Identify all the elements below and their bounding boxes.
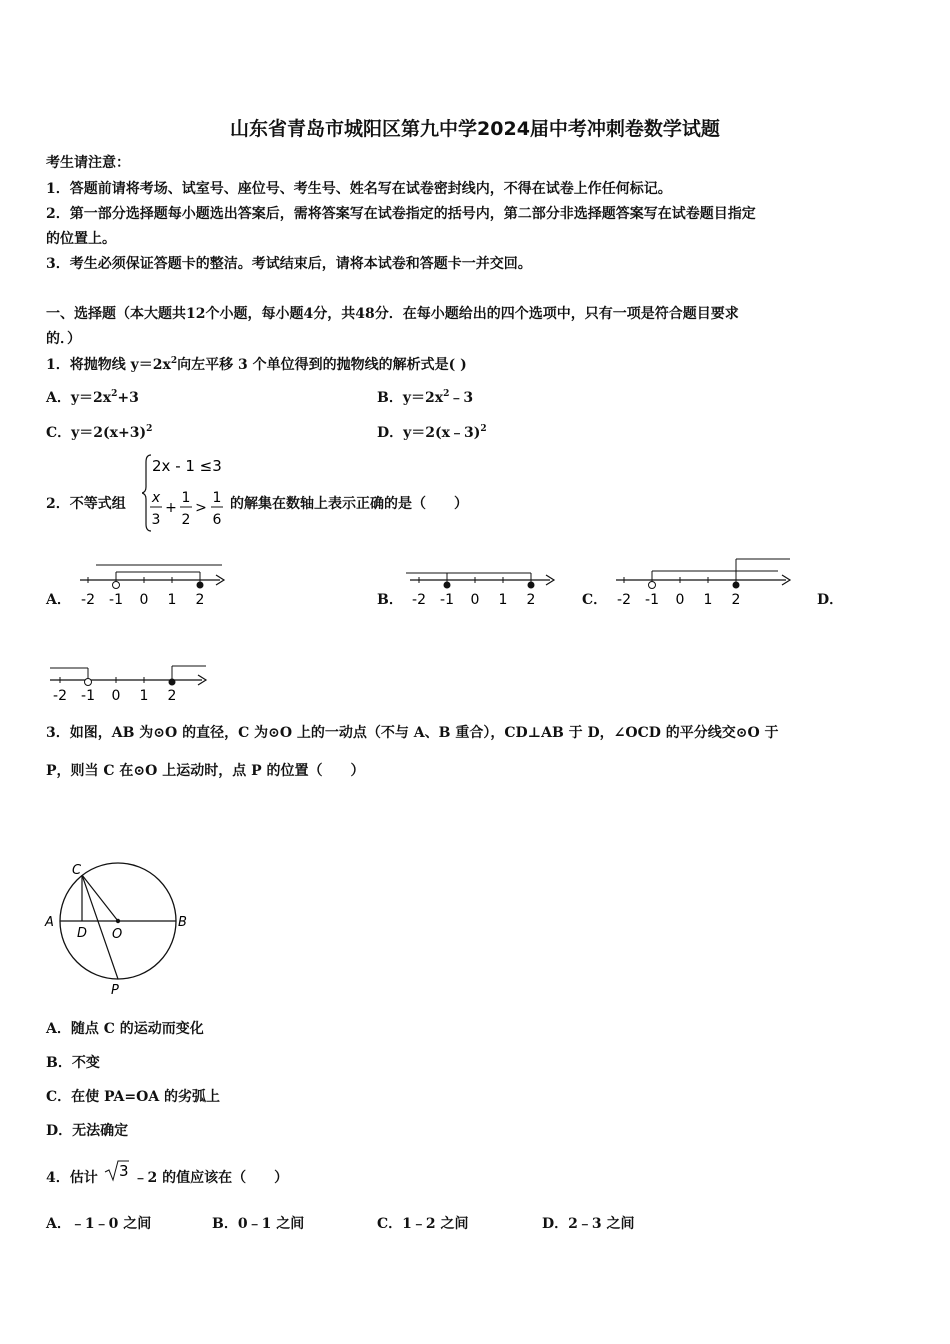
open-dot (649, 582, 656, 589)
number-line-c[interactable] (608, 556, 796, 610)
svg-text:-2: -2 (412, 592, 426, 608)
q3-option-a[interactable]: A．随点 C 的运动而变化 (46, 1021, 204, 1037)
question-2-stem-post: 的解集在数轴上表示正确的是（ ） (230, 496, 468, 512)
svg-text:0: 0 (675, 592, 685, 608)
svg-text:-2: -2 (53, 688, 67, 704)
svg-text:-1: -1 (109, 592, 123, 608)
center-dot (116, 919, 120, 923)
svg-text:3: 3 (118, 1162, 129, 1180)
q3-option-c[interactable]: C．在使 PA=OA 的劣弧上 (46, 1089, 221, 1105)
q4-option-d[interactable]: D．2﹣3 之间 (542, 1216, 635, 1232)
frac1-den: 3 (151, 512, 161, 528)
svg-text:1: 1 (139, 688, 149, 704)
question-4-stem: 4．估计 3 ﹣2 的值应该在（ ） (46, 1167, 288, 1187)
q1-option-c[interactable]: C．$y=2(x+3)^2$ (46, 424, 153, 441)
section-heading-cont: 的．） (46, 331, 81, 347)
gt-sign: > (195, 500, 207, 516)
segment-co (82, 875, 118, 921)
section-heading: 一、选择题（本大题共12个小题，每小题4分，共48分．在每小题给出的四个选项中，只有一项是符合题目要求 (46, 306, 739, 322)
label-o: O (112, 927, 123, 942)
q3-option-b[interactable]: B．不变 (46, 1055, 100, 1071)
svg-text:2: 2 (526, 592, 536, 608)
label-p: P (111, 983, 119, 998)
label-c: C (72, 863, 82, 878)
q2-option-a-label[interactable]: A． (46, 592, 71, 608)
inequality-system (142, 452, 230, 534)
label-d: D (77, 926, 88, 941)
svg-text:1: 1 (498, 592, 508, 608)
sqrt-icon (103, 1158, 129, 1184)
notice-item: 3．考生必须保证答题卡的整洁。考试结束后，请将本试卷和答题卡一并交回。 (46, 256, 532, 272)
closed-dot (169, 679, 176, 686)
svg-text:0: 0 (470, 592, 480, 608)
question-1-stem: 1．将抛物线 $y=2x^2$向左平移 3 个单位得到的抛物线的解析式是( ) (46, 356, 467, 373)
brace-icon (142, 455, 151, 531)
q3-option-d[interactable]: D．无法确定 (46, 1123, 129, 1139)
svg-text:2: 2 (195, 592, 205, 608)
svg-text:2: 2 (167, 688, 177, 704)
q4-option-b[interactable]: B．0﹣1 之间 (212, 1216, 305, 1232)
closed-dot (733, 582, 740, 589)
svg-text:0: 0 (111, 688, 121, 704)
frac3-num: 1 (212, 490, 222, 506)
notice-item: 1．答题前请将考场、试室号、座位号、考生号、姓名写在试卷密封线内，不得在试卷上作任何标记。 (46, 181, 672, 197)
notice-item: 的位置上。 (46, 231, 116, 247)
question-3-stem: 3．如图，AB 为⊙O 的直径，C 为⊙O 上的一动点（不与 A、B 重合），CD⊥AB 于 D，∠OCD 的平分线交⊙O 于 (46, 725, 779, 741)
open-dot (85, 679, 92, 686)
inequality-1: 2x - 1 ≤3 (152, 457, 222, 475)
frac2-num: 1 (181, 490, 191, 506)
q1-option-a[interactable]: A．$y=2x^2+3$ (46, 389, 139, 406)
svg-text:1: 1 (167, 592, 177, 608)
closed-dot (528, 582, 535, 589)
question-3-stem-cont: P，则当 C 在⊙O 上运动时，点 P 的位置（ ） (46, 763, 365, 779)
notice-item: 2．第一部分选择题每小题选出答案后，需将答案写在试卷指定的括号内，第二部分非选择题答案写在试卷题目指定 (46, 206, 756, 222)
q1-option-b[interactable]: B．$y=2x^2﹣3$ (377, 389, 474, 406)
svg-text:-1: -1 (645, 592, 659, 608)
number-line-d[interactable] (46, 660, 210, 706)
frac2-den: 2 (181, 512, 191, 528)
number-line-b[interactable] (402, 558, 560, 610)
q1-option-d[interactable]: D．y＝2(x﹣3)$^2$ (377, 424, 487, 441)
label-b: B (178, 915, 187, 930)
number-line-a[interactable] (72, 558, 230, 610)
svg-text:1: 1 (703, 592, 713, 608)
q2-option-d-label[interactable]: D． (817, 592, 844, 608)
closed-dot (444, 582, 451, 589)
question-2-stem-pre: 2．不等式组 (46, 496, 126, 512)
label-a: A (45, 915, 54, 930)
q4-option-a[interactable]: A．﹣1﹣0 之间 (46, 1216, 152, 1232)
frac3-den: 6 (212, 512, 222, 528)
plus-sign: + (165, 500, 177, 516)
svg-text:0: 0 (139, 592, 149, 608)
svg-text:2: 2 (731, 592, 741, 608)
svg-text:-2: -2 (81, 592, 95, 608)
open-dot (113, 582, 120, 589)
page-title: 山东省青岛市城阳区第九中学2024届中考冲刺卷数学试题 (230, 118, 720, 140)
frac1-num: x (151, 490, 161, 506)
circle-figure (40, 858, 196, 1000)
svg-text:-2: -2 (617, 592, 631, 608)
notice-heading: 考生请注意： (46, 155, 130, 171)
q2-option-b-label[interactable]: B． (377, 592, 403, 608)
closed-dot (197, 582, 204, 589)
q4-option-c[interactable]: C．1﹣2 之间 (377, 1216, 469, 1232)
svg-text:-1: -1 (81, 688, 95, 704)
q2-option-c-label[interactable]: C． (582, 592, 608, 608)
svg-text:-1: -1 (440, 592, 454, 608)
